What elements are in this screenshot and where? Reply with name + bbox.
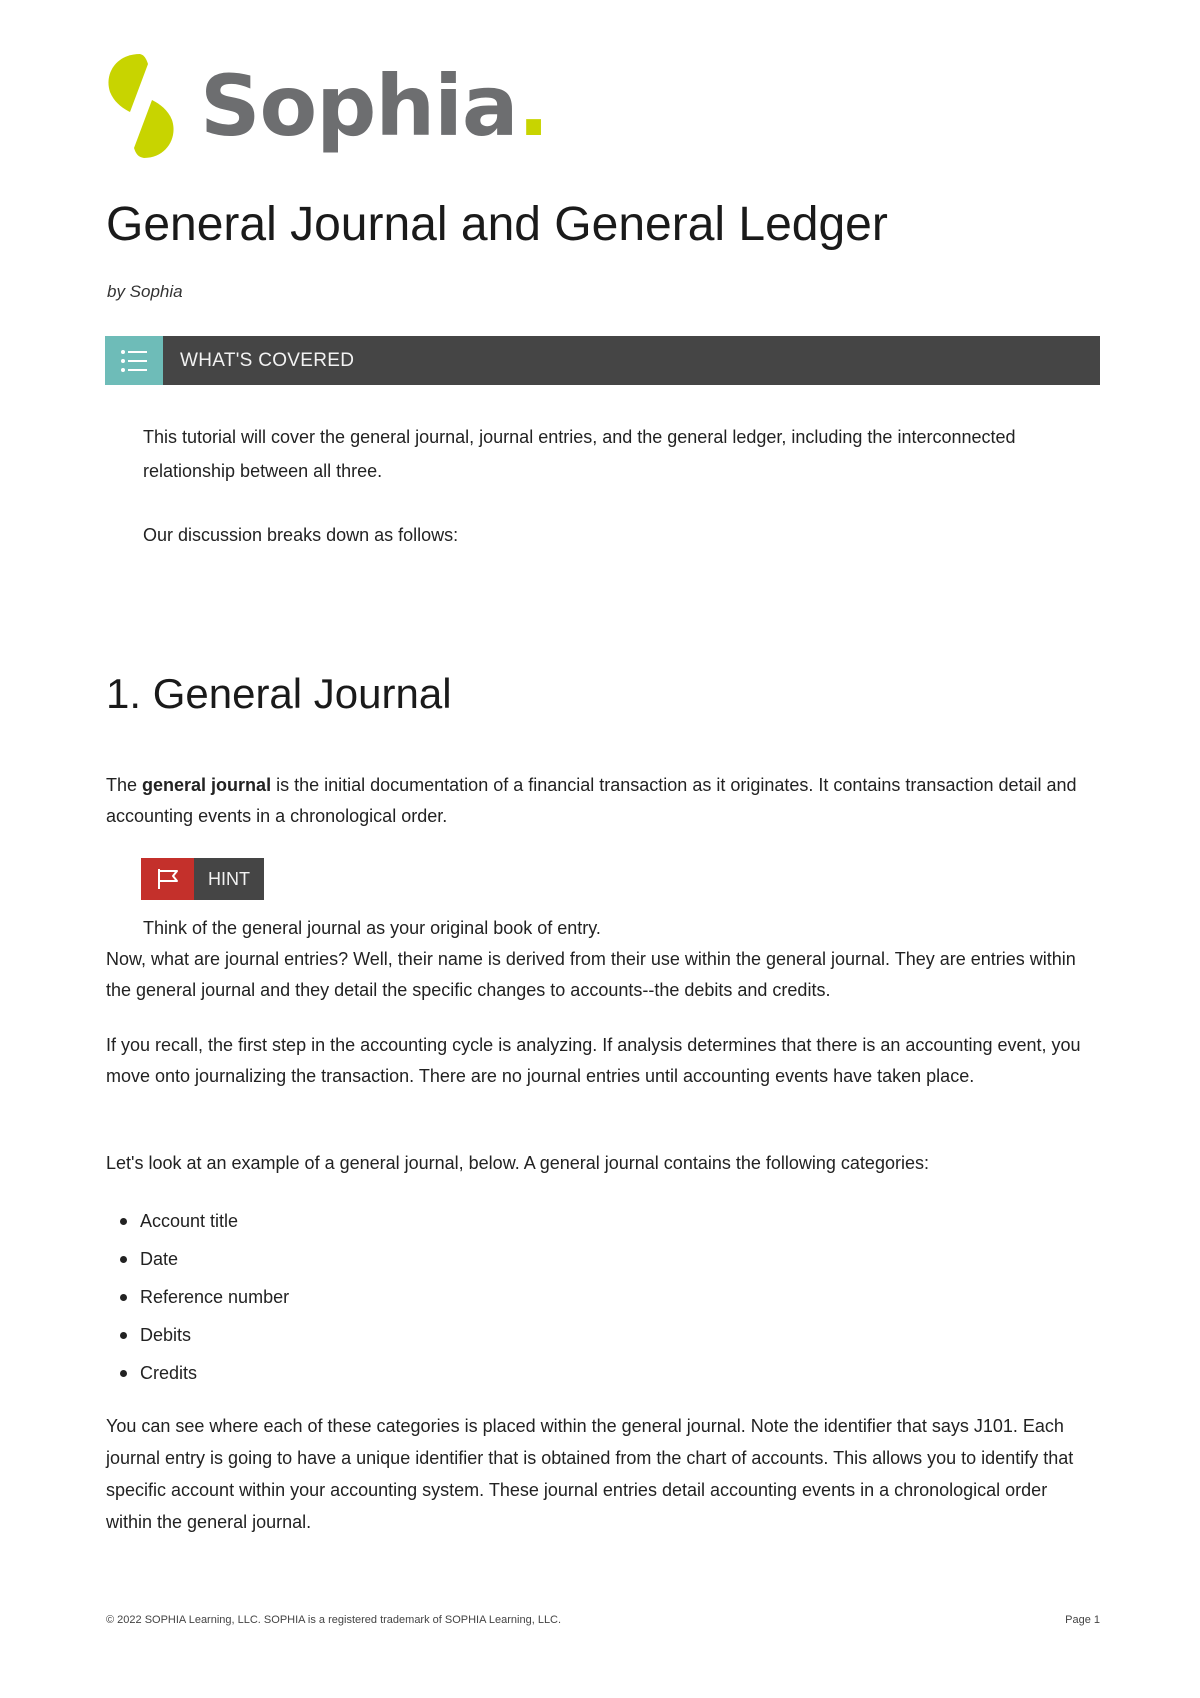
list-item: Reference number: [120, 1278, 289, 1316]
sophia-logo-text: Sophia.: [200, 57, 549, 155]
bullet-icon: [120, 1370, 127, 1377]
general-journal-definition: The general journal is the initial documentation of a financial transaction as it originates. It contains transaction detail and accounting events in a chronological order.: [106, 775, 1077, 826]
list-item: Date: [120, 1240, 289, 1278]
list-item: Account title: [120, 1202, 289, 1240]
list-icon: [105, 336, 163, 385]
covered-paragraph: This tutorial will cover the general journal, journal entries, and the general ledger, including the interconnected relationship between all three.: [143, 427, 1016, 481]
whats-covered-banner: [105, 336, 1100, 385]
byline: by Sophia: [107, 282, 183, 301]
hint-text: Think of the general journal as your original book of entry.: [143, 918, 601, 938]
sophia-logo-mark-icon: [104, 54, 178, 158]
bullet-icon: [120, 1256, 127, 1263]
list-item: Debits: [120, 1316, 289, 1354]
list-item: Credits: [120, 1354, 289, 1392]
hint-banner: [141, 858, 264, 900]
paragraph: If you recall, the first step in the accounting cycle is analyzing. If analysis determines that there is an accounting event, you move onto journalizing the transaction. There are no journal entries until accounting events have taken place.: [106, 1035, 1081, 1086]
section-heading: 1. General Journal: [106, 670, 452, 717]
sophia-logo: [104, 54, 549, 158]
covered-paragraph: Our discussion breaks down as follows:: [143, 525, 459, 545]
whats-covered-body: [143, 420, 1043, 552]
bullet-icon: [120, 1218, 127, 1225]
hint-label: HINT: [194, 858, 264, 900]
term-general-journal: general journal: [142, 775, 272, 795]
flag-icon: [141, 858, 194, 900]
closing-paragraph: You can see where each of these categories is placed within the general journal. Note the identifier that says J101. Each journal entry is going to have a unique identifier that is obtained from the chart of accounts. This allows you to identify that specific account within your accounting system. These journal entries detail accounting events in a chronological order within the general journal.: [106, 1416, 1074, 1532]
bullet-icon: [120, 1332, 127, 1339]
bullet-icon: [120, 1294, 127, 1301]
footer-copyright: © 2022 SOPHIA Learning, LLC. SOPHIA is a registered trademark of SOPHIA Learning, LLC.: [106, 1614, 562, 1626]
footer-page-number: Page 1: [1065, 1614, 1100, 1626]
paragraph: Now, what are journal entries? Well, their name is derived from their use within the general journal. They are entries within the general journal and they detail the specific changes to accounts--the debits and credits.: [106, 949, 1076, 1000]
paragraph: Let's look at an example of a general journal, below. A general journal contains the following categories:: [106, 1153, 929, 1173]
document-title: General Journal and General Ledger: [106, 198, 888, 251]
whats-covered-label: WHAT'S COVERED: [180, 349, 355, 371]
categories-list: [120, 1202, 289, 1392]
